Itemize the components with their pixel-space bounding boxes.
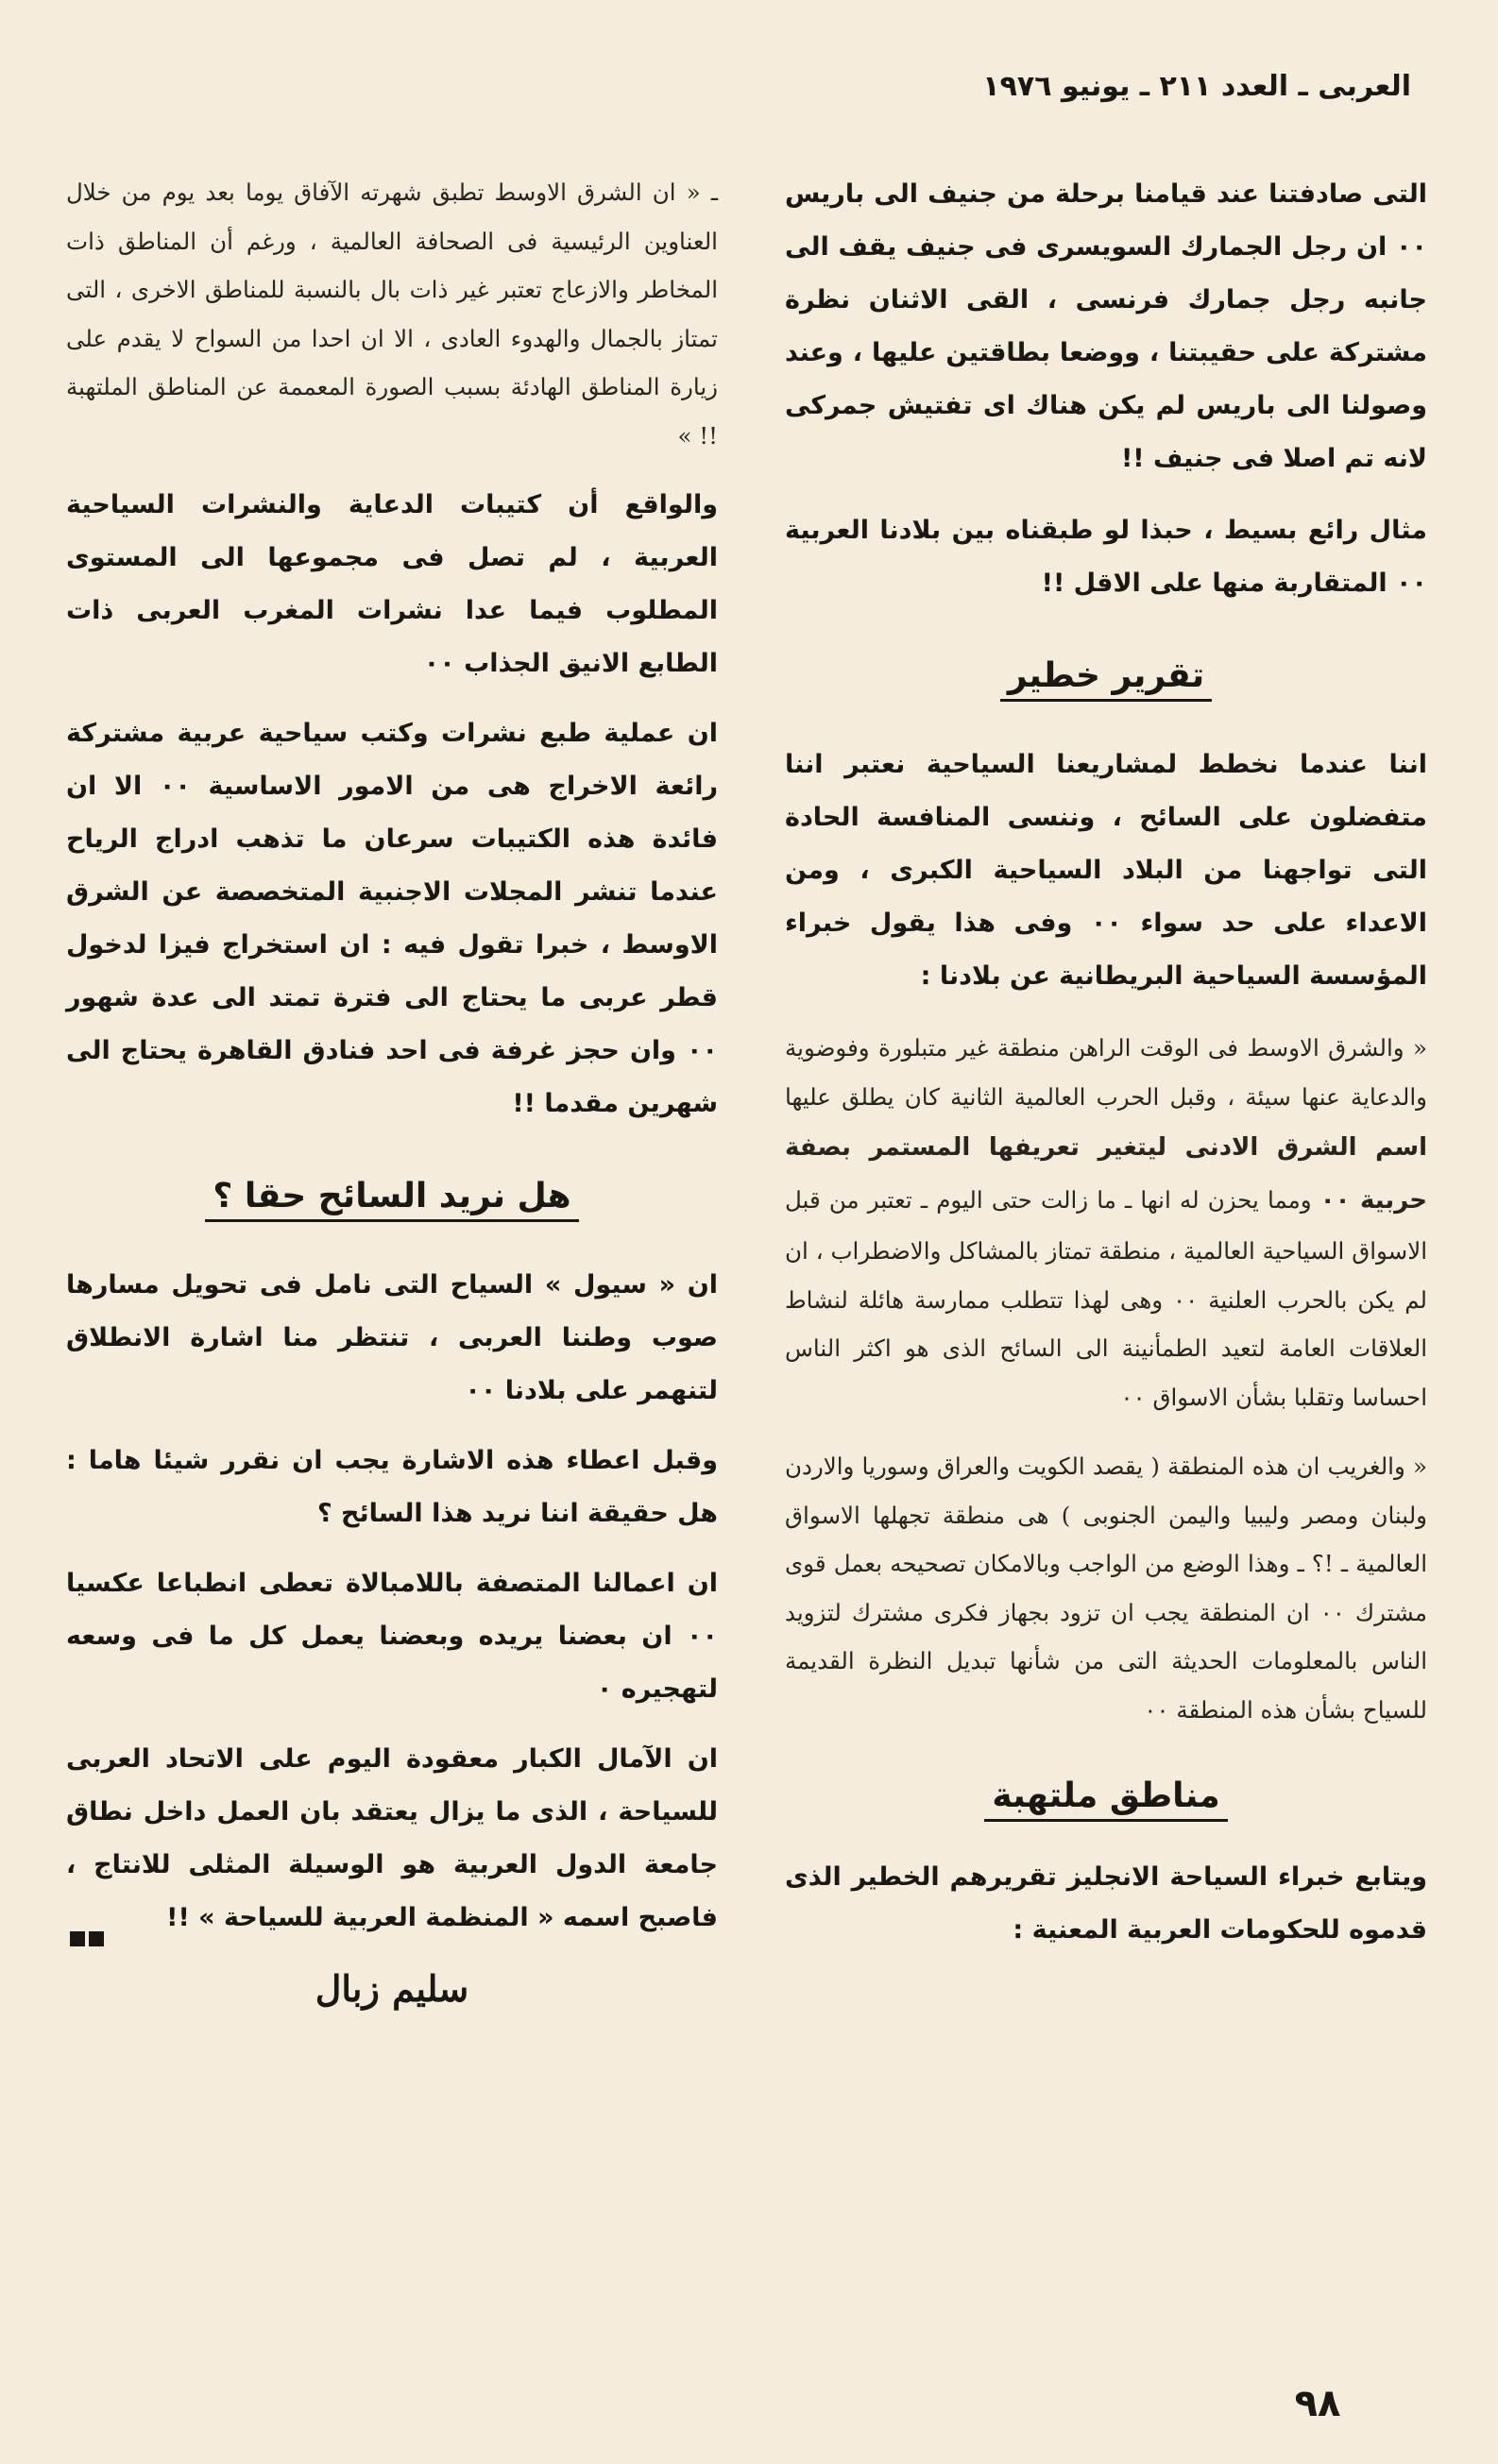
paragraph: وقبل اعطاء هذه الاشارة يجب ان نقرر شيئا هاما : هل حقيقة اننا نريد هذا السائح ؟ bbox=[66, 1446, 718, 1528]
paragraph: التى صادفتنا عند قيامنا برحلة من جنيف الى باريس ٠٠ ان رجل الجمارك السويسرى فى جنيف يقف الى جانبه رجل جمارك فرنسى ، القى الاثنان نظرة مشتركة على حقيبتنا ، ووضعا بطاقتين عليها ، وعند وصولنا الى باريس لم يكن هناك اى تفتيش جمركى لانه تم اصلا فى جنيف !! bbox=[785, 179, 1427, 473]
left-column bbox=[66, 168, 718, 2010]
quote-paragraph: « والغريب ان هذه المنطقة ( يقصد الكويت والعراق وسوريا والاردن ولبنان ومصر وليبيا واليمن الجنوبى ) هى منطقة تجهلها الاسواق العالمية ـ !؟ ـ وهذا الوضع من الواجب وبالامكان تصحيحه بعمل قوى مشترك ٠٠ ان المنطقة يجب ان تزود بجهاز فكرى مشترك لتزويد الناس بالمعلومات الحديثة التى من شأنها تبديل النظرة القديمة للسياح بشأن هذه المنطقة ٠٠ bbox=[785, 1453, 1427, 1724]
quote-text: « والشرق الاوسط فى الوقت الراهن منطقة غير متبلورة وفوضوية والدعاية عنها سيئة ، وقبل الحرب العالمية الثانية كان يطلق عليها bbox=[785, 1034, 1427, 1111]
quote-paragraph: ـ « ان الشرق الاوسط تطبق شهرته الآفاق يوما بعد يوم من خلال العناوين الرئيسية فى الصحافة العالمية ، ورغم أن المناطق ذات المخاطر والازعاج تعتبر غير ذات بال بالنسبة للمناطق الاخرى ، التى تمتاز بالجمال والهدوء العادى ، الا ان احدا من السواح لا يقدم على زيارة المناطق الهادئة بسبب الصورة المعممة عن المناطق الملتهبة !! » bbox=[66, 178, 718, 450]
quote-text: ومما يحزن له انها ـ ما زالت حتى اليوم ـ تعتبر من قبل الاسواق السياحية العالمية ، منطقة تمتاز بالمشاكل والاضطراب ، ان لم يكن بالحرب العلنية ٠٠ وهى لهذا تتطلب ممارسة هائلة لنشاط العلاقات العامة لتعيد الطمأنينة الى السائح الذى هو اكثر الناس احساسا وتقلبا بشأن الاسواق ٠٠ bbox=[785, 1186, 1427, 1411]
section-heading-text: تقرير خطير bbox=[1000, 656, 1212, 702]
paragraph: مثال رائع بسيط ، حبذا لو طبقناه بين بلادنا العربية ٠٠ المتقاربة منها على الاقل !! bbox=[785, 516, 1427, 598]
paragraph: ان « سيول » السياح التى نامل فى تحويل مسارها صوب وطننا العربى ، تنتظر منا اشارة الانطلاق لتنهمر على بلادنا ٠٠ bbox=[66, 1270, 718, 1405]
section-heading-text: مناطق ملتهبة bbox=[984, 1776, 1227, 1822]
paragraph: ان عملية طبع نشرات وكتب سياحية عربية مشتركة رائعة الاخراج هى من الامور الاساسية ٠٠ الا ان فائدة هذه الكتيبات سرعان ما تذهب ادراج الرياح عندما تنشر المجلات الاجنبية المتخصصة عن الشرق الاوسط ، خبرا تقول فيه : ان استخراج فيزا لدخول قطر عربى ما يحتاج الى فترة تمتد الى عدة شهور ٠٠ وان حجز غرفة فى احد فنادق القاهرة يحتاج الى شهرين مقدما !! bbox=[66, 719, 718, 1118]
section-heading-text: هل نريد السائح حقا ؟ bbox=[205, 1177, 578, 1222]
page-number: ٩٨ bbox=[1294, 2382, 1341, 2425]
end-of-article-mark-icon bbox=[70, 1912, 108, 1929]
paragraph bbox=[66, 1733, 718, 1945]
quote-paragraph bbox=[785, 1024, 1427, 1421]
right-column bbox=[785, 168, 1427, 1957]
section-heading bbox=[66, 1168, 718, 1225]
paragraph: ويتابع خبراء السياحة الانجليز تقريرهم الخطير الذى قدموه للحكومات العربية المعنية : bbox=[785, 1862, 1427, 1945]
section-heading bbox=[785, 1768, 1427, 1825]
section-heading bbox=[785, 648, 1427, 705]
running-head: العربى ـ العدد ٢١١ ـ يونيو ١٩٧٦ bbox=[982, 70, 1411, 103]
paragraph: اننا عندما نخطط لمشاريعنا السياحية نعتبر اننا متفضلون على السائح ، وننسى المنافسة الحادة التى تواجهنا من البلاد السياحية الكبرى ، ومن الاعداء على حد سواء ٠٠ وفى هذا يقول خبراء المؤسسة السياحية البريطانية عن بلادنا : bbox=[785, 750, 1427, 991]
paragraph-text: ان الآمال الكبار معقودة اليوم على الاتحاد العربى للسياحة ، الذى ما يزال يعتقد بان العمل داخل نطاق جامعة الدول العربية هو الوسيلة المثلى للانتاج ، فاصبح اسمه « المنظمة العربية للسياحة » !! bbox=[66, 1744, 718, 1932]
quote-emphasis: اسم الشرق الادنى ليتغير تعريفها المستمر بصفة حربية ٠٠ bbox=[785, 1133, 1427, 1215]
paragraph: والواقع أن كتيبات الدعاية والنشرات السياحية العربية ، لم تصل فى مجموعها الى المستوى المطلوب فيما عدا نشرات المغرب العربى ذات الطابع الانيق الجذاب ٠٠ bbox=[66, 490, 718, 678]
paragraph: ان اعمالنا المتصفة باللامبالاة تعطى انطباعا عكسيا ٠٠ ان بعضنا يريده وبعضنا يعمل كل ما فى وسعه لتهجيره ٠ bbox=[66, 1569, 718, 1704]
author-signature: سليم زبال bbox=[315, 1967, 469, 2010]
